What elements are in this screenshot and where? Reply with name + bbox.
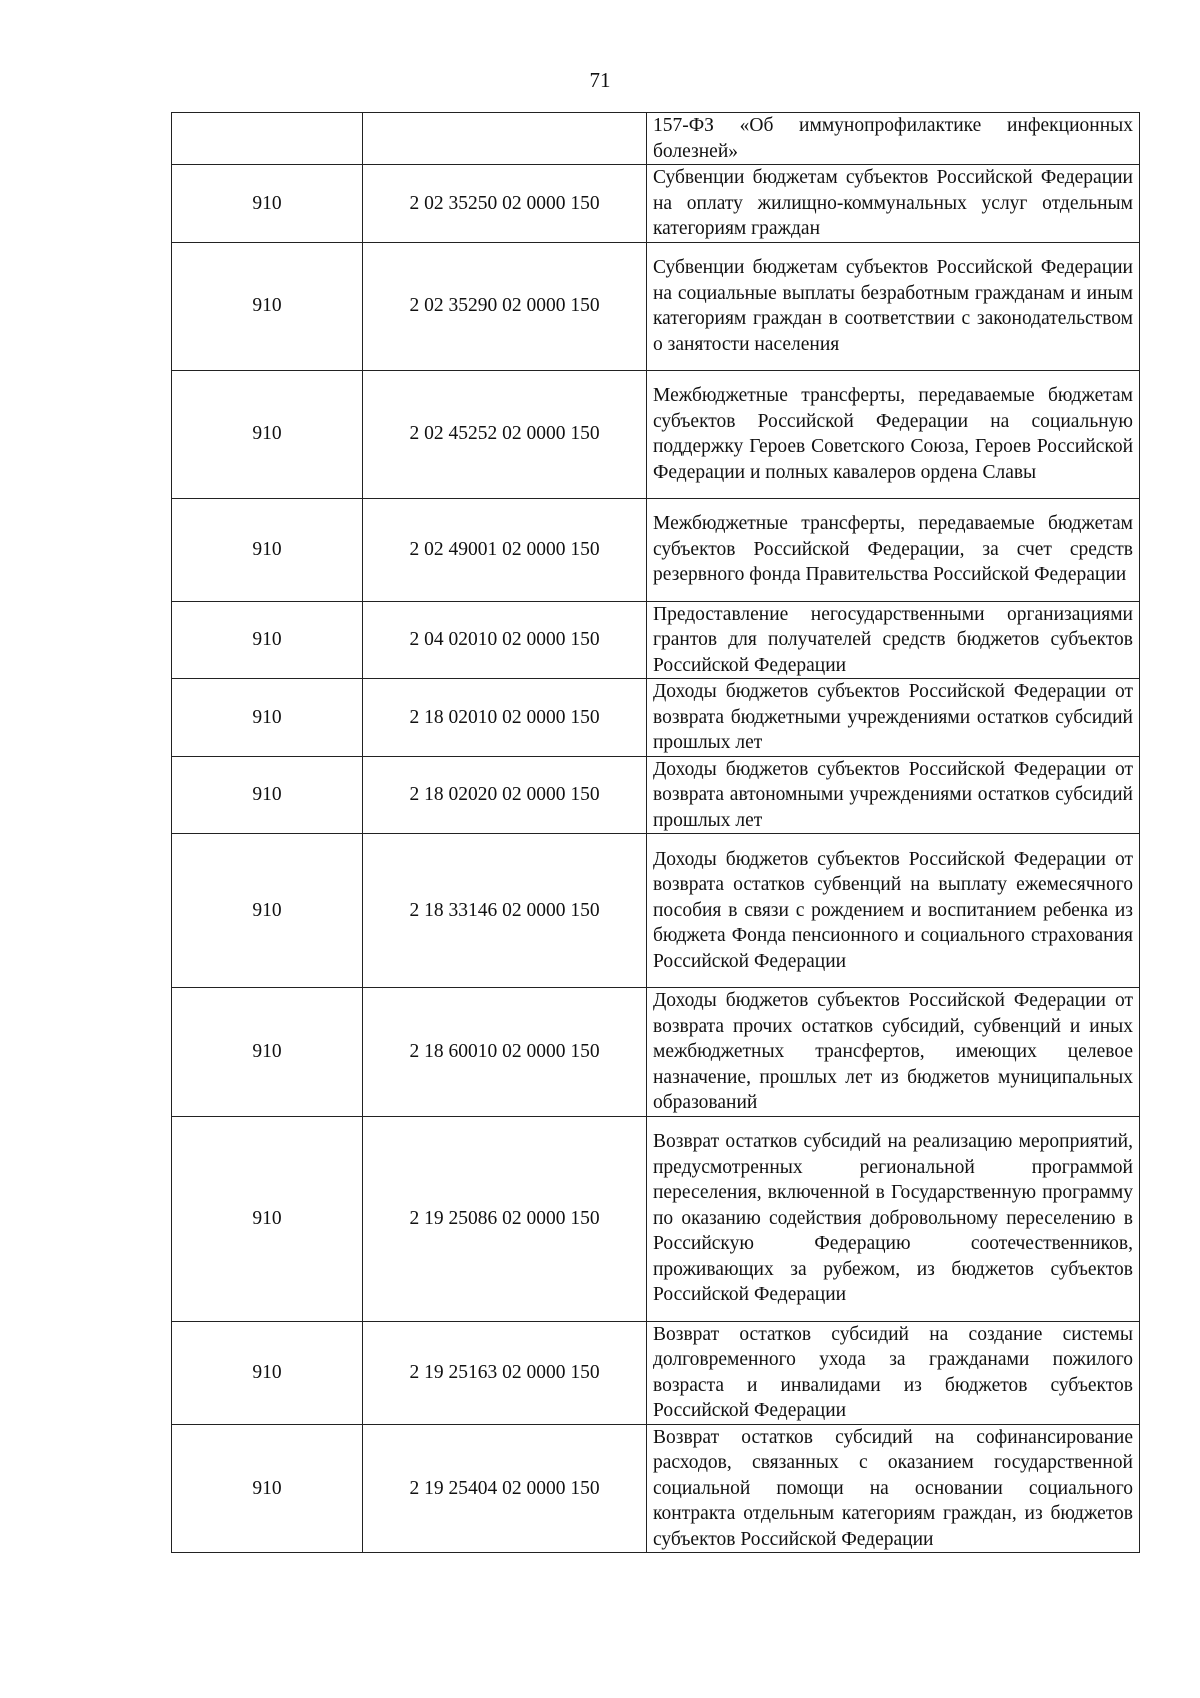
admin-code-cell: 910 (172, 679, 363, 757)
budget-code-cell: 2 02 45252 02 0000 150 (363, 370, 647, 498)
admin-code-cell: 910 (172, 242, 363, 370)
table-row (172, 756, 1140, 834)
table-row (172, 601, 1140, 679)
revenue-name-cell: Доходы бюджетов субъектов Российской Федерации от возврата остатков субвенций на выплату ежемесячного пособия в связи с рождением и воспитанием ребенка из бюджета Фонда пенсионного и социального страхования Российской Федерации (647, 834, 1140, 988)
revenue-name-cell: Возврат остатков субсидий на реализацию мероприятий, предусмотренных региональной программой переселения, включенной в Государственную программу по оказанию содействия добровольному переселению в Российскую Федерацию соотечественников, проживающих за рубежом, из бюджетов субъектов Российской Федерации (647, 1116, 1140, 1321)
admin-code-cell: 910 (172, 1321, 363, 1424)
table-row (172, 165, 1140, 243)
admin-code-cell: 910 (172, 834, 363, 988)
budget-code-cell: 2 02 35250 02 0000 150 (363, 165, 647, 243)
budget-code-cell: 2 02 35290 02 0000 150 (363, 242, 647, 370)
budget-code-cell: 2 18 02010 02 0000 150 (363, 679, 647, 757)
revenue-name-cell: Межбюджетные трансферты, передаваемые бюджетам субъектов Российской Федерации, за счет средств резервного фонда Правительства Российской Федерации (647, 498, 1140, 601)
admin-code-cell: 910 (172, 988, 363, 1117)
budget-code-cell: 2 19 25163 02 0000 150 (363, 1321, 647, 1424)
admin-code-cell: 910 (172, 1424, 363, 1553)
table-row (172, 988, 1140, 1117)
budget-code-cell: 2 18 02020 02 0000 150 (363, 756, 647, 834)
table-row (172, 370, 1140, 498)
revenue-name-cell: Доходы бюджетов субъектов Российской Федерации от возврата автономными учреждениями остатков субсидий прошлых лет (647, 756, 1140, 834)
admin-code-cell: 910 (172, 601, 363, 679)
admin-code-cell: 910 (172, 498, 363, 601)
table-row (172, 1321, 1140, 1424)
table-row (172, 1424, 1140, 1553)
admin-code-cell: 910 (172, 370, 363, 498)
budget-code-cell (363, 113, 647, 165)
admin-code-cell: 910 (172, 1116, 363, 1321)
revenue-name-cell: Предоставление негосударственными организациями грантов для получателей средств бюджетов субъектов Российской Федерации (647, 601, 1140, 679)
table-body (172, 113, 1140, 1553)
revenue-name-cell: Доходы бюджетов субъектов Российской Федерации от возврата бюджетными учреждениями остатков субсидий прошлых лет (647, 679, 1140, 757)
table-row (172, 498, 1140, 601)
table-row (172, 242, 1140, 370)
table-row (172, 1116, 1140, 1321)
budget-code-cell: 2 19 25086 02 0000 150 (363, 1116, 647, 1321)
budget-code-cell: 2 04 02010 02 0000 150 (363, 601, 647, 679)
budget-code-cell: 2 18 33146 02 0000 150 (363, 834, 647, 988)
admin-code-cell: 910 (172, 165, 363, 243)
table-row (172, 679, 1140, 757)
admin-code-cell: 910 (172, 756, 363, 834)
revenue-codes-table (171, 112, 1140, 1553)
revenue-name-cell: Возврат остатков субсидий на создание системы долговременного ухода за гражданами пожилого возраста и инвалидами из бюджетов субъектов Российской Федерации (647, 1321, 1140, 1424)
revenue-name-cell: Возврат остатков субсидий на софинансирование расходов, связанных с оказанием государственной социальной помощи на основании социального контракта отдельным категориям граждан, из бюджетов субъектов Российской Федерации (647, 1424, 1140, 1553)
revenue-name-cell: Субвенции бюджетам субъектов Российской Федерации на оплату жилищно-коммунальных услуг отдельным категориям граждан (647, 165, 1140, 243)
revenue-name-cell: Межбюджетные трансферты, передаваемые бюджетам субъектов Российской Федерации на социальную поддержку Героев Советского Союза, Героев Российской Федерации и полных кавалеров ордена Славы (647, 370, 1140, 498)
admin-code-cell (172, 113, 363, 165)
table-row (172, 113, 1140, 165)
budget-code-cell: 2 19 25404 02 0000 150 (363, 1424, 647, 1553)
budget-code-cell: 2 18 60010 02 0000 150 (363, 988, 647, 1117)
table-row (172, 834, 1140, 988)
revenue-name-cell: Доходы бюджетов субъектов Российской Федерации от возврата прочих остатков субсидий, субвенций и иных межбюджетных трансфертов, имеющих целевое назначение, прошлых лет из бюджетов муниципальных образований (647, 988, 1140, 1117)
budget-code-cell: 2 02 49001 02 0000 150 (363, 498, 647, 601)
revenue-name-cell: 157-ФЗ «Об иммунопрофилактике инфекционных болезней» (647, 113, 1140, 165)
revenue-name-cell: Субвенции бюджетам субъектов Российской Федерации на социальные выплаты безработным гражданам и иным категориям граждан в соответствии с законодательством о занятости населения (647, 242, 1140, 370)
page-number: 71 (589, 68, 611, 92)
